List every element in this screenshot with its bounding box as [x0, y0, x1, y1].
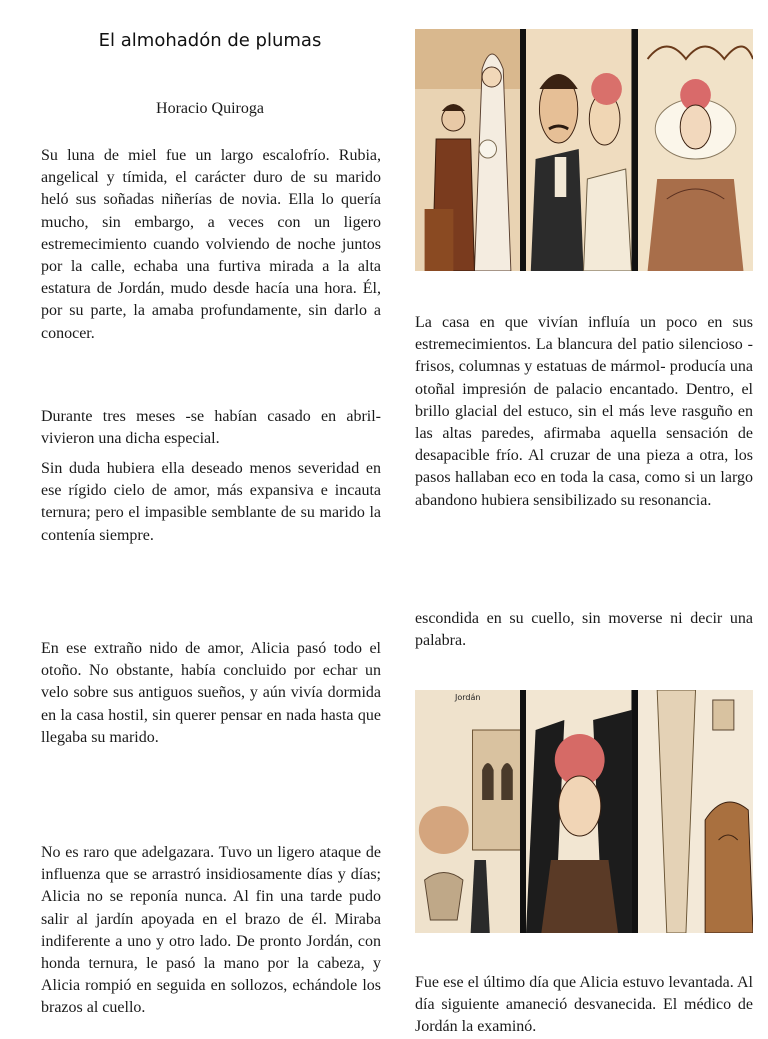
- paragraph-1: Su luna de miel fue un largo escalofrío. Rubia, angelical y tímida, el carácter duro de su marido heló sus soñadas niñerías de novia. Ella lo quería mucho, sin embargo, a veces con un ligero estremecimiento cuando volviendo de noche juntos por la calle, echaba una furtiva mirada a la alta estatura de Jordán, mudo desde hacía una hora. Él, por su parte, la amaba profundamente, sin darlo a conocer.: [41, 147, 381, 342]
- paragraph-2: Durante tres meses -se habían casado en abril- vivieron una dicha especial.: [41, 408, 381, 448]
- comic-panel-couple: [526, 29, 631, 271]
- comic-panel-face: [526, 690, 631, 933]
- paragraph-6: La casa en que vivían influía un poco en sus estremecimientos. La blancura del patio silencioso -frisos, columnas y estatuas de mármol- producía una otoñal impresión de palacio encantado. Dentro, el brillo glacial del estuco, sin el más leve rasguño en las altas paredes, afirmaba aquella sensación de desapacible frío. Al cruzar de una pieza a otra, los pasos hallaban eco en toda la casa, como si un largo abandono hubiera sensibilizado su resonancia.: [415, 314, 753, 509]
- comic-strip-top: [415, 29, 753, 271]
- paragraph-3: Sin duda hubiera ella deseado menos severidad en ese rígido cielo de amor, más expansiva e incauta ternura; pero el impasible semblante de su marido la contenía siempre.: [41, 460, 381, 544]
- comic-panel-garden: [415, 690, 520, 933]
- comic-caption: Jordán: [455, 693, 481, 702]
- paragraph-8: Fue ese el último día que Alicia estuvo levantada. Al día siguiente amaneció desvanecida. El médico de Jordán la examinó.: [415, 974, 753, 1036]
- comic-panel-wedding: [415, 29, 520, 271]
- author-name: Horacio Quiroga: [156, 100, 264, 117]
- page-title: El almohadón de plumas: [98, 30, 322, 51]
- comic-panel-bed: [638, 29, 753, 271]
- paragraph-5: No es raro que adelgazara. Tuvo un ligero ataque de influenza que se arrastró insidiosamente días y días; Alicia no se reponía nunca. Al fin una tarde pudo salir al jardín apoyada en el brazo de él. Miraba indiferente a uno y otro lado. De pronto Jordán, con honda ternura, le pasó la mano por la cabeza, y Alicia rompió en seguida en sollozos, echándole los brazos al cuello.: [41, 844, 381, 1017]
- paragraph-4: En ese extraño nido de amor, Alicia pasó todo el otoño. No obstante, había concluido por echar un velo sobre sus antiguos sueños, y aún vivía dormida en la casa hostil, sin querer pensar en nada hasta que llegaba su marido.: [41, 640, 381, 746]
- comic-panel-figure: [638, 690, 753, 933]
- comic-strip-bottom: [415, 690, 753, 933]
- paragraph-7: escondida en su cuello, sin moverse ni decir una palabra.: [415, 610, 753, 650]
